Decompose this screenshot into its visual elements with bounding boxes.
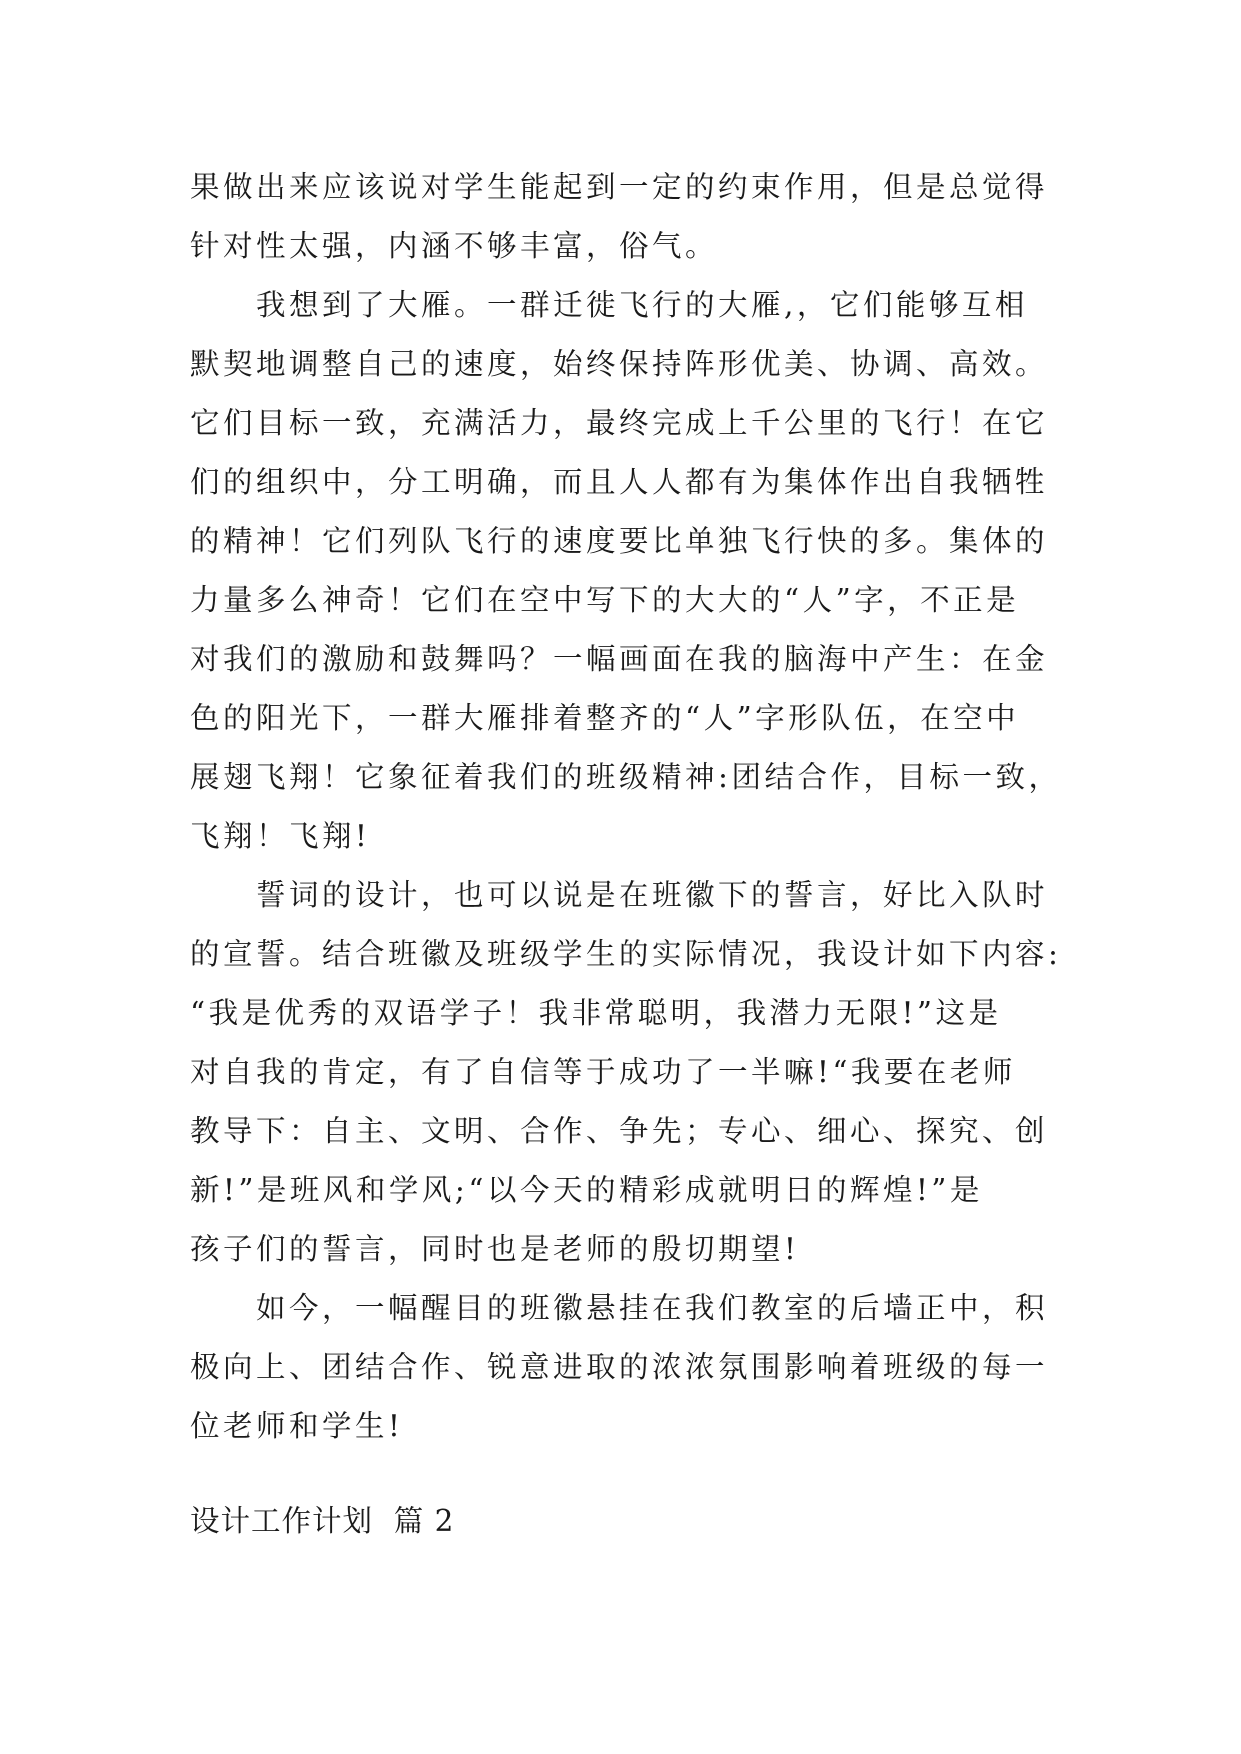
text-line: 的宣誓。结合班徽及班级学生的实际情况，我设计如下内容: <box>190 937 1062 971</box>
text-line: 誓词的设计，也可以说是在班徽下的誓言，好比入队时 <box>190 878 1049 912</box>
text-line: 新!”是班风和学风;“以今天的精彩成就明日的辉煌!”是 <box>190 1173 983 1207</box>
body-text <box>190 158 1070 1456</box>
text-line: 教导下：自主、文明、合作、争先；专心、细心、探究、创 <box>190 1114 1049 1148</box>
text-line: 果做出来应该说对学生能起到一定的约束作用，但是总觉得 <box>190 170 1049 204</box>
text-line: 展翅飞翔！它象征着我们的班级精神:团结合作，目标一致， <box>190 760 1062 794</box>
text-line: 们的组织中，分工明确，而且人人都有为集体作出自我牺牲 <box>190 465 1049 499</box>
text-line: 针对性太强，内涵不够丰富，俗气。 <box>190 229 719 263</box>
text-line: 色的阳光下，一群大雁排着整齐的“人”字形队伍，在空中 <box>190 701 1020 735</box>
section-heading: 设计工作计划 篇 2 <box>190 1504 455 1538</box>
text-line: 对我们的激励和鼓舞吗？一幅画面在我的脑海中产生：在金 <box>190 642 1049 676</box>
text-line: 位老师和学生! <box>190 1409 404 1443</box>
text-line: 我想到了大雁。一群迁徙飞行的大雁,，它们能够互相 <box>190 288 1028 322</box>
text-line: 对自我的肯定，有了自信等于成功了一半嘛!“我要在老师 <box>190 1055 1016 1089</box>
text-line: “我是优秀的双语学子！我非常聪明，我潜力无限!”这是 <box>190 996 1002 1030</box>
text-line: 默契地调整自己的速度，始终保持阵形优美、协调、高效。 <box>190 347 1049 381</box>
text-line: 极向上、团结合作、锐意进取的浓浓氛围影响着班级的每一 <box>190 1350 1049 1384</box>
text-line: 孩子们的誓言，同时也是老师的殷切期望! <box>190 1232 800 1266</box>
text-line: 飞翔！飞翔! <box>190 819 371 853</box>
text-line: 力量多么神奇！它们在空中写下的大大的“人”字，不正是 <box>190 583 1020 617</box>
text-line: 如今，一幅醒目的班徽悬挂在我们教室的后墙正中，积 <box>190 1291 1049 1325</box>
text-line: 的精神！它们列队飞行的速度要比单独飞行快的多。集体的 <box>190 524 1049 558</box>
text-line: 它们目标一致，充满活力，最终完成上千公里的飞行！在它 <box>190 406 1049 440</box>
